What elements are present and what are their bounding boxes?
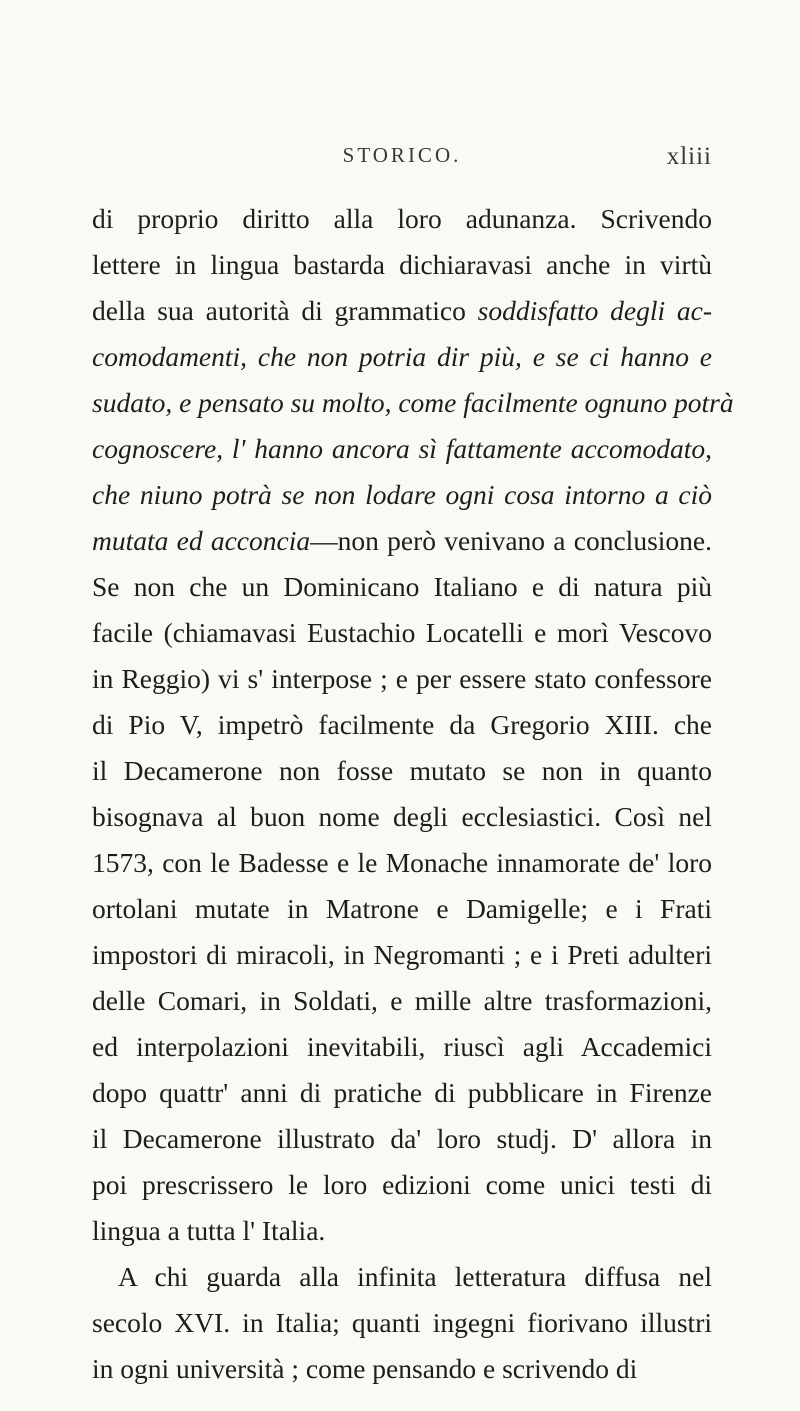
text-run: il Decamerone illustrato da' loro studj. D' allora in: [92, 1123, 712, 1154]
text-run: facile (chiamavasi Eustachio Locatelli e morì Vescovo: [92, 617, 712, 648]
text-line: [92, 380, 734, 426]
text-run: ortolani mutate in Matrone e Damigelle; e i Frati: [92, 893, 712, 924]
text-run: poi prescrissero le loro edizioni come unici testi di: [92, 1169, 712, 1200]
running-head: [92, 143, 712, 183]
text-line: [92, 1116, 712, 1162]
text-run: di proprio diritto alla loro adunanza. Scrivendo: [92, 203, 712, 234]
text-line: [92, 1208, 712, 1254]
text-line: [92, 196, 712, 242]
text-line: [92, 748, 712, 794]
text-line: [92, 932, 712, 978]
italic-quotation: sudato, e pensato su molto, come facilmente ognuno potrà: [92, 387, 734, 418]
text-line: [92, 1162, 712, 1208]
text-line: [92, 794, 712, 840]
text-run: bisognava al buon nome degli ecclesiastici. Così nel: [92, 801, 712, 832]
italic-quotation: che niuno potrà se non lodare ogni cosa intorno a ciò: [92, 479, 712, 510]
text-line: [92, 1070, 712, 1116]
text-line: [92, 242, 712, 288]
text-line: [92, 334, 712, 380]
text-run: A chi guarda alla infinita letteratura diffusa nel: [118, 1261, 712, 1292]
italic-quotation: comodamenti, che non potria dir più, e se ci hanno e: [92, 341, 712, 372]
text-line: [92, 702, 712, 748]
text-line: [92, 656, 712, 702]
text-line: [92, 1254, 712, 1300]
text-run: di Pio V, impetrò facilmente da Gregorio XIII. che: [92, 709, 712, 740]
text-run: secolo XVI. in Italia; quanti ingegni fiorivano illustri: [92, 1307, 712, 1338]
body-text: [92, 196, 734, 1392]
text-line: [92, 518, 712, 564]
text-run: in Reggio) vi s' interpose ; e per essere stato confessore: [92, 663, 712, 694]
text-run: della sua autorità di grammatico: [92, 295, 478, 326]
text-run: in ogni università ; come pensando e scrivendo di: [92, 1353, 638, 1384]
text-run: delle Comari, in Soldati, e mille altre trasformazioni,: [92, 985, 712, 1016]
text-line: [92, 564, 712, 610]
text-run: 1573, con le Badesse e le Monache innamorate de' loro: [92, 847, 712, 878]
text-line: [92, 1024, 712, 1070]
italic-quotation: soddisfatto degli ac-: [477, 295, 712, 326]
text-line: [92, 886, 712, 932]
text-run: impostori di miracoli, in Negromanti ; e i Preti adulteri: [92, 939, 712, 970]
italic-quotation: mutata ed acconcia: [92, 525, 311, 556]
text-line: [92, 1300, 712, 1346]
running-title: STORICO.: [342, 143, 462, 167]
text-run: ed interpolazioni inevitabili, riuscì agli Accademici: [92, 1031, 712, 1062]
page-number: xliii: [666, 143, 712, 170]
text-line: [92, 426, 712, 472]
text-line: [92, 1346, 712, 1392]
text-run: dopo quattr' anni di pratiche di pubblicare in Firenze: [92, 1077, 712, 1108]
text-line: [92, 472, 712, 518]
text-run: lingua a tutta l' Italia.: [92, 1215, 326, 1246]
text-run: il Decamerone non fosse mutato se non in quanto: [92, 755, 712, 786]
text-line: [92, 978, 712, 1024]
text-line: [92, 840, 712, 886]
text-run: Se non che un Dominicano Italiano e di natura più: [92, 571, 712, 602]
text-line: [92, 288, 712, 334]
text-run: lettere in lingua bastarda dichiaravasi anche in virtù: [92, 249, 712, 280]
text-run: —non però venivano a conclusione.: [310, 525, 712, 556]
text-line: [92, 610, 712, 656]
italic-quotation: cognoscere, l' hanno ancora sì fattamente accomodato,: [92, 433, 712, 464]
